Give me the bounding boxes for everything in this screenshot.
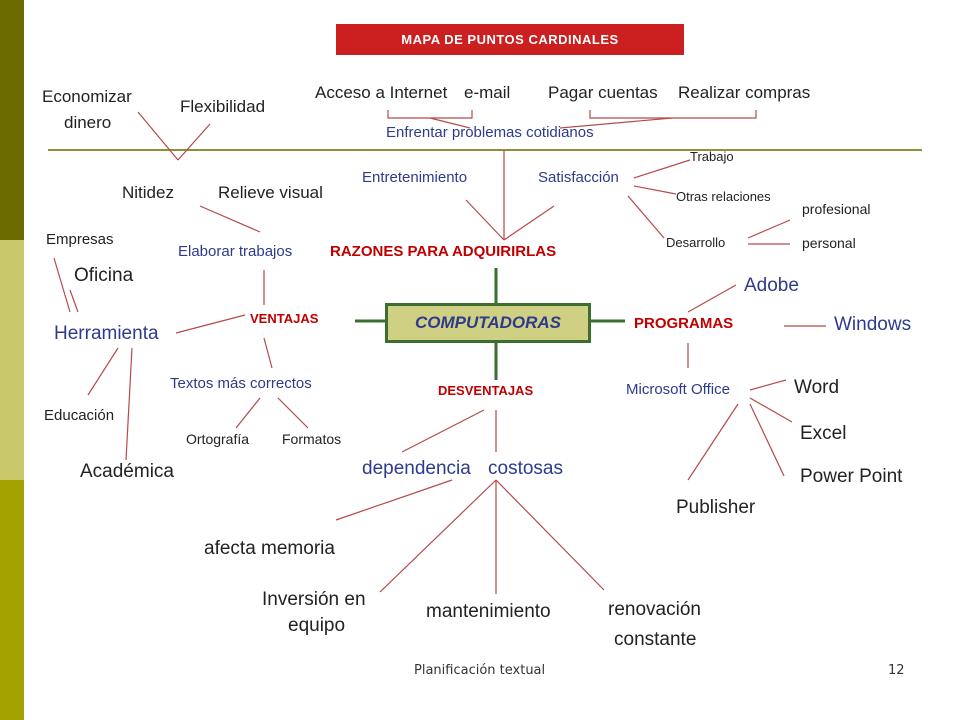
line-flexibilidad [178,124,210,160]
label-pagar-cuentas: Pagar cuentas [548,83,658,102]
label-windows: Windows [834,314,912,335]
label-empresas: Empresas [46,231,114,248]
label-profesional: profesional [802,201,871,217]
center-node: COMPUTADORAS [385,303,591,343]
line-inversion [380,480,496,592]
label-herramienta: Herramienta [54,323,159,344]
label-realizar-compras: Realizar compras [678,83,811,102]
heading-ventajas: VENTAJAS [250,311,319,326]
label-oficina: Oficina [74,265,134,286]
line-trabajo [634,160,690,178]
diagram-title: MAPA DE PUNTOS CARDINALES [336,24,684,55]
label-adobe: Adobe [744,275,799,296]
label-satisfaccion: Satisfacción [538,169,619,186]
line-academica [126,348,132,460]
label-word: Word [794,377,840,398]
line-empresas [54,258,70,312]
line-word [750,380,786,390]
label-dinero: dinero [64,113,112,132]
line-formatos [278,398,308,428]
label-microsoft-office: Microsoft Office [626,381,730,398]
label-entretenimiento: Entretenimiento [362,169,468,186]
heading-desventajas: DESVENTAJAS [438,383,534,398]
label-renovacion: renovación [608,599,701,620]
line-economizar [138,112,178,160]
label-elaborar-trabajos: Elaborar trabajos [178,243,293,260]
label-acceso-internet: Acceso a Internet [315,83,448,102]
label-formatos: Formatos [282,431,342,447]
line-textos [264,338,272,368]
line-desarrollo [628,196,664,238]
line-compras [590,110,756,118]
label-personal: personal [802,235,856,251]
label-power-point: Power Point [800,466,903,487]
label-dependencia: dependencia [362,458,471,479]
label-inversion: Inversión en [262,589,366,610]
label-email: e-mail [464,83,511,102]
label-academica: Académica [80,461,174,482]
label-publisher: Publisher [676,497,756,518]
line-entretenimiento [466,200,504,240]
page-number: 12 [888,663,905,678]
label-otras-relaciones: Otras relaciones [676,189,771,204]
label-economizar: Economizar [42,87,132,106]
label-costosas: costosas [488,458,563,479]
label-excel: Excel [800,423,847,444]
line-afecta [336,480,452,520]
label-afecta-memoria: afecta memoria [204,538,335,559]
heading-razones: RAZONES PARA ADQUIRIRLAS [330,243,557,260]
line-otras [634,186,676,194]
line-nitidez-relieve [200,206,260,232]
label-flexibilidad: Flexibilidad [180,97,266,116]
line-adobe [688,285,736,312]
line-educacion [88,348,118,395]
label-nitidez: Nitidez [122,183,174,202]
line-publisher [688,404,738,480]
line-profesional [748,220,790,238]
line-herramienta [176,315,245,333]
line-ortografia [236,398,260,428]
label-mantenimiento: mantenimiento [426,601,551,622]
footer-label: Planificación textual [414,663,546,678]
line-satisfaccion [504,206,554,240]
label-equipo: equipo [288,615,346,636]
line-internet [388,110,472,118]
label-ortografia: Ortografía [186,431,250,447]
label-enfrentar: Enfrentar problemas cotidianos [386,124,594,141]
label-educacion: Educación [44,407,115,424]
heading-programas: PROGRAMAS [634,315,734,332]
label-desarrollo: Desarrollo [666,235,726,250]
label-relieve-visual: Relieve visual [218,183,323,202]
line-renovacion [496,480,604,590]
label-textos-correctos: Textos más correctos [170,375,312,392]
label-constante: constante [614,629,697,650]
line-dependencia [402,410,484,452]
label-trabajo: Trabajo [690,149,734,164]
line-oficina [70,290,78,312]
